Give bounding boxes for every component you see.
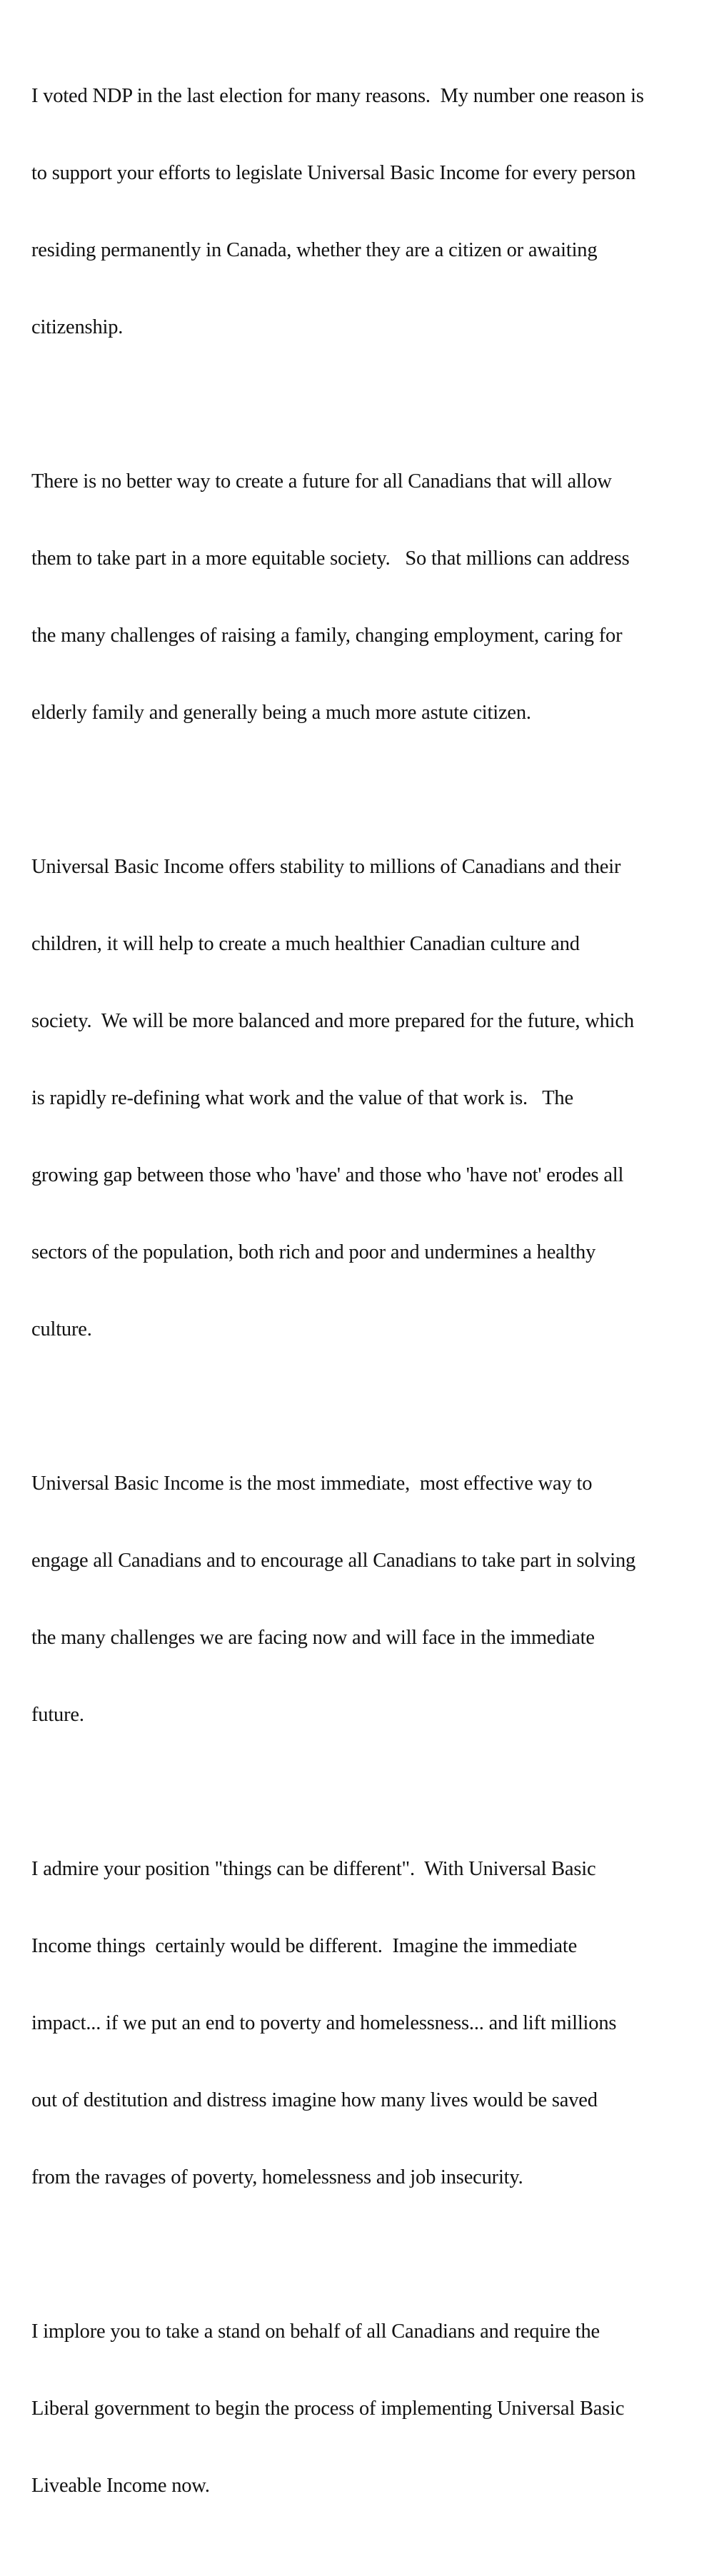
text-line: residing permanently in Canada, whether they are a citizen or awaiting [31, 239, 598, 261]
text-line: I implore you to take a stand on behalf of all Canadians and require the [31, 2320, 600, 2343]
paragraph-1 [31, 32, 688, 392]
text-line: citizenship. [31, 316, 124, 338]
text-line: I admire your position "things can be different". With Universal Basic [31, 1858, 596, 1880]
text-line: is rapidly re-defining what work and the value of that work is. The [31, 1087, 573, 1109]
text-line: engage all Canadians and to encourage all Canadians to take part in solving [31, 1550, 636, 1572]
text-line: Universal Basic Income offers stability to millions of Canadians and their [31, 856, 621, 878]
text-line: Universal Basic Income is the most immediate, most effective way to [31, 1473, 593, 1495]
text-line: society. We will be more balanced and more prepared for the future, which [31, 1010, 634, 1032]
paragraph-2 [31, 418, 688, 777]
text-line: Income things certainly would be different. Imagine the immediate [31, 1935, 578, 1957]
text-line: Liveable Income now. [31, 2475, 210, 2497]
text-line: future. [31, 1704, 84, 1726]
text-line: impact... if we put an end to poverty and homelessness... and lift millions [31, 2012, 617, 2034]
text-line: from the ravages of poverty, homelessness and job insecurity. [31, 2166, 523, 2188]
text-line: elderly family and generally being a much more astute citizen. [31, 702, 531, 724]
text-line: I voted NDP in the last election for many reasons. My number one reason is [31, 85, 644, 107]
text-line: sectors of the population, both rich and poor and undermines a healthy [31, 1241, 596, 1263]
text-line: growing gap between those who 'have' and those who 'have not' erodes all [31, 1164, 624, 1186]
paragraph-3 [31, 803, 688, 1394]
paragraph-6 [31, 2268, 688, 2550]
text-line: the many challenges we are facing now and will face in the immediate [31, 1627, 595, 1649]
paragraph-5 [31, 1805, 688, 2242]
paragraph-4 [31, 1420, 688, 1779]
text-line: There is no better way to create a future for all Canadians that will allow [31, 470, 612, 493]
letter-body [31, 32, 688, 2576]
text-line: out of destitution and distress imagine how many lives would be saved [31, 2089, 598, 2111]
text-line: children, it will help to create a much healthier Canadian culture and [31, 933, 580, 955]
text-line: them to take part in a more equitable society. So that millions can address [31, 547, 630, 570]
text-line: the many challenges of raising a family, changing employment, caring for [31, 625, 623, 647]
text-line: culture. [31, 1318, 92, 1340]
text-line: to support your efforts to legislate Universal Basic Income for every person [31, 162, 636, 184]
text-line: Liberal government to begin the process of implementing Universal Basic [31, 2398, 625, 2420]
